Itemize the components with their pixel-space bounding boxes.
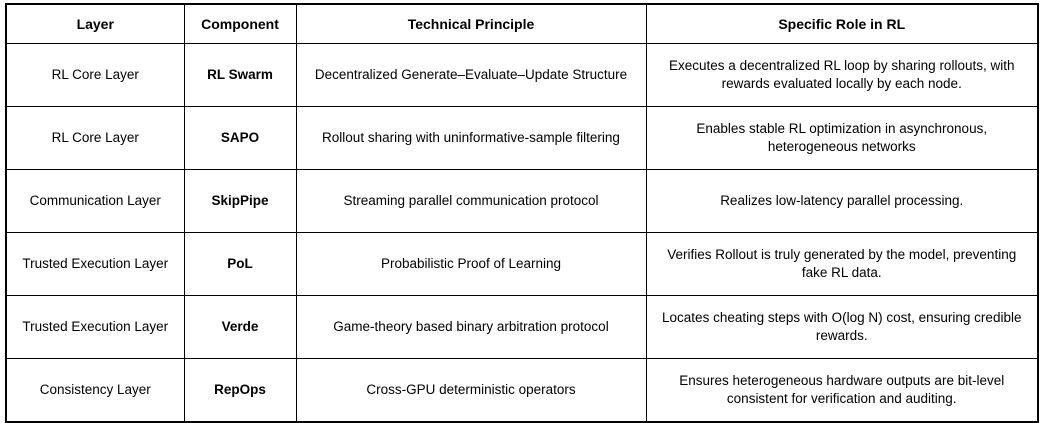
cell-component: SAPO: [184, 107, 296, 170]
table-row: [6, 296, 1038, 359]
cell-role: Executes a decentralized RL loop by sharing rollouts, with rewards evaluated locally by each node.: [646, 44, 1038, 107]
cell-layer: Consistency Layer: [6, 359, 184, 423]
cell-component: SkipPipe: [184, 170, 296, 233]
cell-role: Locates cheating steps with O(log N) cost, ensuring credible rewards.: [646, 296, 1038, 359]
cell-layer: RL Core Layer: [6, 107, 184, 170]
table-row: [6, 233, 1038, 296]
rl-architecture-table: [5, 3, 1039, 423]
table-header: [6, 4, 1038, 44]
table-row: [6, 359, 1038, 423]
cell-role: Realizes low-latency parallel processing.: [646, 170, 1038, 233]
table-body: [6, 44, 1038, 423]
cell-component: RL Swarm: [184, 44, 296, 107]
cell-layer: Trusted Execution Layer: [6, 296, 184, 359]
cell-principle: Probabilistic Proof of Learning: [296, 233, 646, 296]
cell-component: Verde: [184, 296, 296, 359]
cell-role: Verifies Rollout is truly generated by the model, preventing fake RL data.: [646, 233, 1038, 296]
table-row: [6, 107, 1038, 170]
cell-component: RepOps: [184, 359, 296, 423]
column-header-component: Component: [184, 4, 296, 44]
cell-role: Ensures heterogeneous hardware outputs are bit-level consistent for verification and auditing.: [646, 359, 1038, 423]
cell-principle: Decentralized Generate–Evaluate–Update Structure: [296, 44, 646, 107]
cell-role: Enables stable RL optimization in asynchronous, heterogeneous networks: [646, 107, 1038, 170]
column-header-layer: Layer: [6, 4, 184, 44]
cell-layer: RL Core Layer: [6, 44, 184, 107]
table-header-row: [6, 4, 1038, 44]
cell-component: PoL: [184, 233, 296, 296]
cell-principle: Streaming parallel communication protocol: [296, 170, 646, 233]
column-header-principle: Technical Principle: [296, 4, 646, 44]
table-row: [6, 170, 1038, 233]
table-row: [6, 44, 1038, 107]
cell-layer: Communication Layer: [6, 170, 184, 233]
cell-principle: Cross-GPU deterministic operators: [296, 359, 646, 423]
cell-principle: Rollout sharing with uninformative-sample filtering: [296, 107, 646, 170]
cell-principle: Game-theory based binary arbitration protocol: [296, 296, 646, 359]
cell-layer: Trusted Execution Layer: [6, 233, 184, 296]
column-header-role: Specific Role in RL: [646, 4, 1038, 44]
